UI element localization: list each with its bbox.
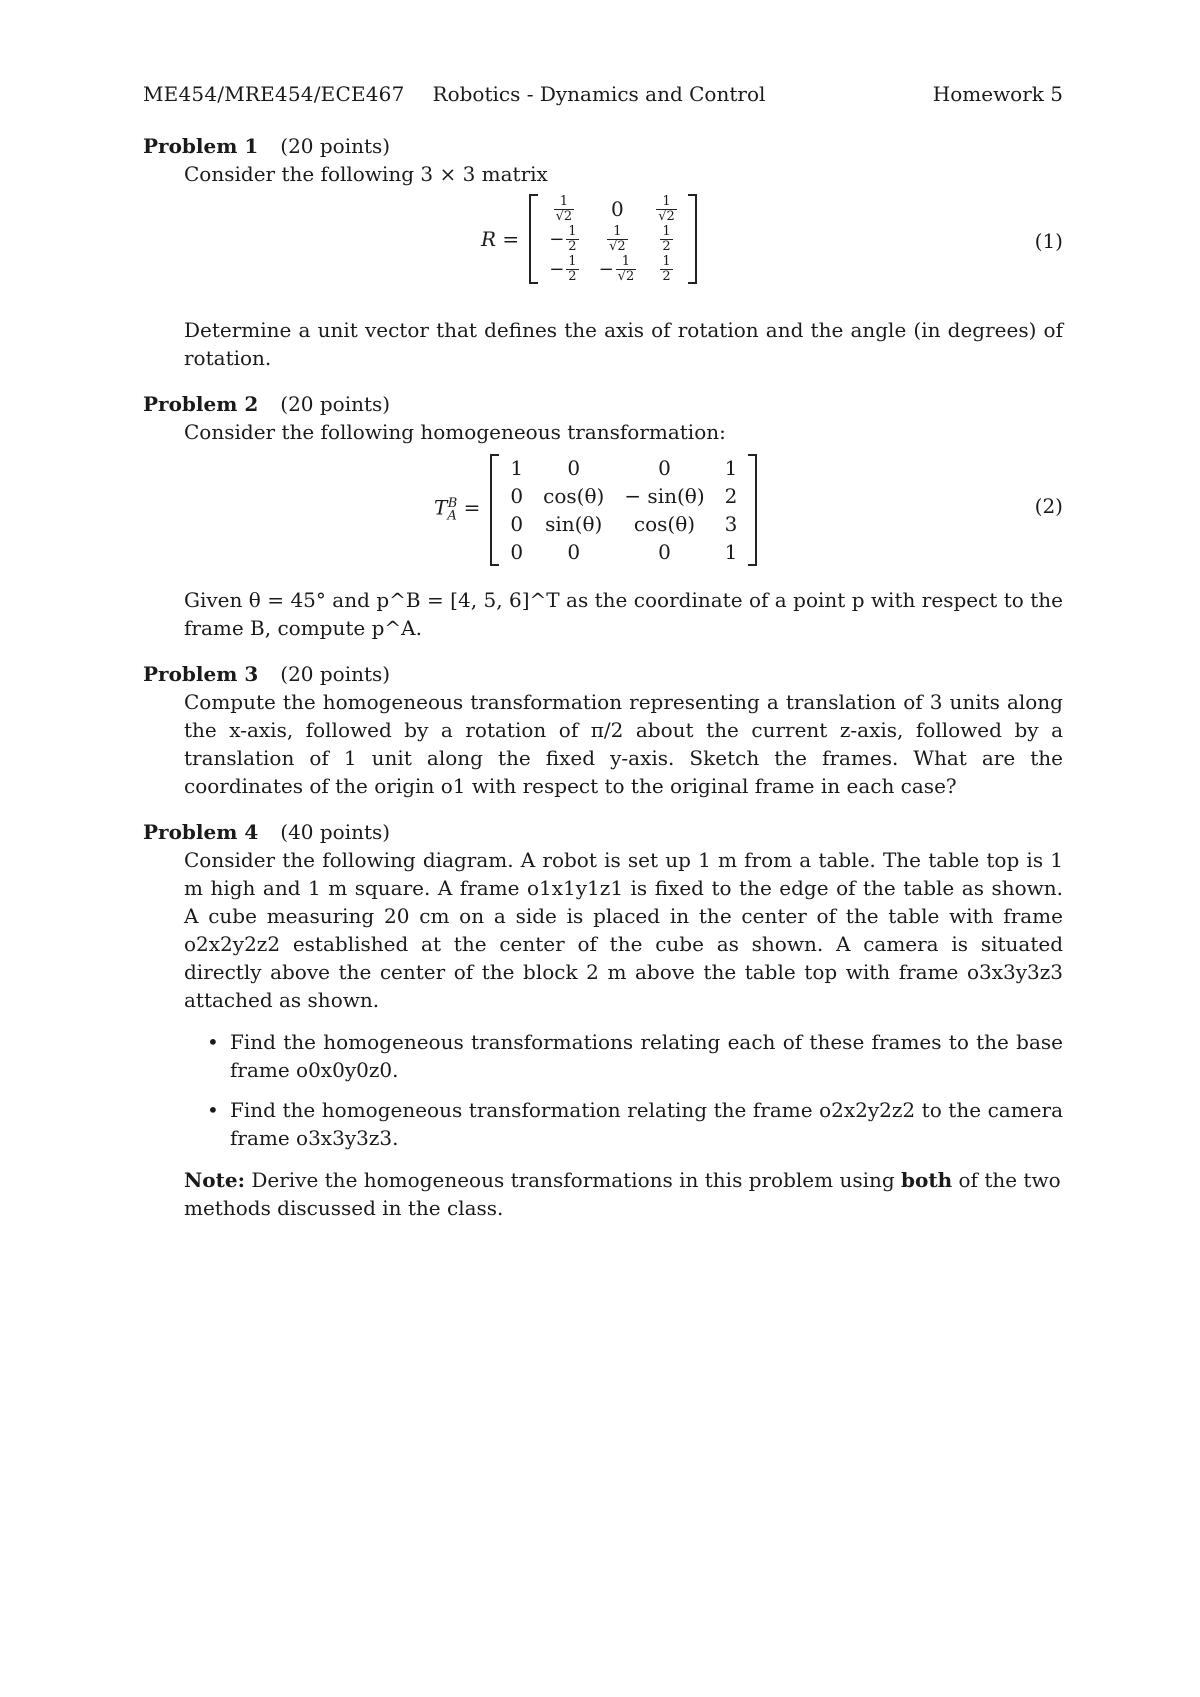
matrix-t-cell: 0 (658, 456, 671, 480)
matrix-r-cell: $\frac{1}{√2}$ (555, 194, 573, 224)
matrix-t-cell: 1 (510, 456, 524, 480)
matrix-t-cell: cos(θ) (543, 484, 605, 508)
matrix-t-cell: 0 (510, 540, 524, 564)
matrix-t-cell: 0 (567, 456, 581, 480)
problem-3-heading (143, 660, 1063, 688)
problem-4-heading (143, 818, 1063, 846)
problem-2-intro: Consider the following homogeneous transformation: (184, 420, 726, 444)
matrix-t-cell: cos(θ) (633, 512, 696, 536)
note-label: Note: (184, 1168, 245, 1192)
problem-1-heading (143, 132, 1063, 160)
problem-4-task-list (230, 1028, 1063, 1152)
course-code: ME454/MRE454/ECE467 (143, 82, 405, 106)
matrix-t-cell: 0 (658, 540, 671, 564)
matrix-t-cell: sin(θ) (545, 512, 603, 536)
matrix-t (490, 454, 757, 566)
problem-1-question: Determine a unit vector that defines the axis of rotation and the angle (in degrees) of rotation. (184, 318, 1063, 370)
list-item: • Find the homogeneous transformations relating each of these frames to the base frame o0x0y0z0. (230, 1028, 1063, 1084)
matrix-r-cell: $\frac{1}{2}$ (662, 224, 671, 254)
matrix-r (529, 194, 697, 284)
matrix-t-name: $T_A^B$ = (434, 495, 481, 524)
matrix-t-cell: 2 (724, 484, 738, 508)
problem-3-points: (20 points) (280, 662, 391, 686)
list-item: • Find the homogeneous transformation relating the frame o2x2y2z2 to the camera frame o3x3y3z3. (230, 1096, 1063, 1152)
problem-2-heading (143, 390, 1063, 418)
document-page (143, 80, 1063, 1222)
matrix-t-cell: 1 (724, 456, 738, 480)
problem-2-points: (20 points) (280, 392, 391, 416)
problem-3-label: Problem 3 (143, 662, 259, 686)
assignment-label: Homework 5 (932, 82, 1063, 106)
matrix-t-cell: 3 (724, 512, 738, 536)
note-text-2: of the two methods discussed in the class. (184, 1168, 1061, 1220)
matrix-t-cell: 0 (510, 512, 524, 536)
equation-2-number: (2) (1034, 494, 1063, 518)
problem-3-text: Compute the homogeneous transformation representing a translation of 3 units along the x-axis, followed by a rotation of π/2 about the current z-axis, followed by a translation of 1 unit along the fixed y-axis. Sketch the frames. What are the coordinates of the origin o1 with respect to the original frame in each case? (184, 690, 1063, 798)
problem-1-points: (20 points) (280, 134, 391, 158)
equation-1 (184, 188, 1063, 294)
matrix-r-name: R = (481, 227, 520, 251)
matrix-r-cell: 0 (611, 197, 624, 221)
matrix-t-cell: 0 (510, 484, 524, 508)
page-header (143, 80, 1063, 114)
matrix-r-cell: $\frac{1}{2}$ (662, 254, 671, 284)
problem-4-text: Consider the following diagram. A robot is set up 1 m from a table. The table top is 1 m high and 1 m square. A frame o1x1y1z1 is fixed to the edge of the table as shown. A cube measuring 20 cm on a side is placed in the center of the table with frame o2x2y2z2 established at the center of the cube as shown. A camera is situated directly above the center of the block 2 m above the table top with frame o3x3y3z3 attached as shown. (184, 848, 1063, 1012)
problem-2-question: Given θ = 45° and p^B = [4, 5, 6]^T as the coordinate of a point p with respect to the frame B, compute p^A. (184, 588, 1063, 640)
problem-4-label: Problem 4 (143, 820, 259, 844)
problem-4-note (184, 1166, 1063, 1222)
matrix-r-cell: $\frac{1}{√2}$ (658, 194, 675, 224)
matrix-t-cell: 0 (567, 540, 581, 564)
note-emphasis: both (901, 1168, 953, 1192)
note-text-1: Derive the homogeneous transformations in this problem using (251, 1168, 895, 1192)
problem-4-points: (40 points) (280, 820, 391, 844)
problem-1-intro: Consider the following 3 × 3 matrix (184, 162, 548, 186)
problem-2-label: Problem 2 (143, 392, 259, 416)
matrix-r-cell: − $\frac{1}{2}$ (549, 224, 577, 254)
problem-1-label: Problem 1 (143, 134, 259, 158)
matrix-t-cell: − sin(θ) (624, 484, 705, 508)
matrix-t-cell: 1 (724, 540, 738, 564)
equation-2 (184, 446, 1063, 566)
course-title: Robotics - Dynamics and Control (432, 82, 766, 106)
matrix-r-cell: − $\frac{1}{2}$ (549, 254, 577, 284)
matrix-r-cell: − $\frac{1}{√2}$ (598, 254, 635, 284)
matrix-r-cell: $\frac{1}{√2}$ (609, 224, 626, 254)
equation-1-number: (1) (1034, 229, 1063, 253)
